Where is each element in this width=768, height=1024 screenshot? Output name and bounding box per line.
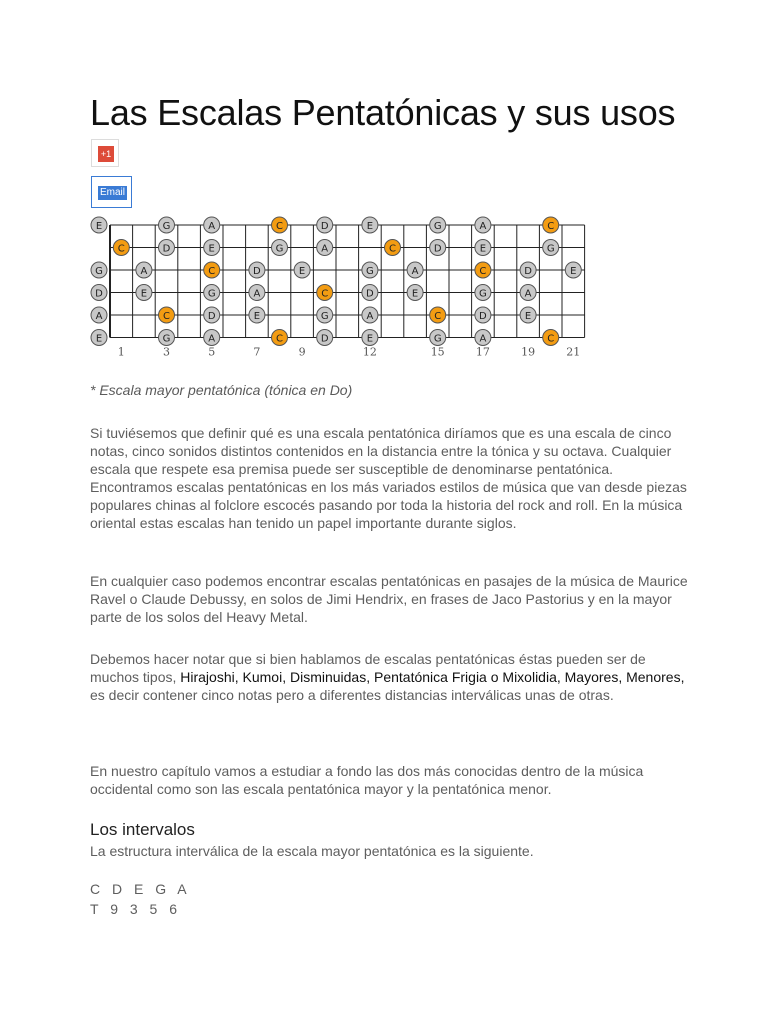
note-label: E: [411, 288, 419, 300]
paragraph-definition: Si tuviésemos que definir qué es una escala pentatónica diríamos que es una escala de cinco notas, cinco sonidos distintos contenidos en la distancia entre la tónica y su octava. Cualquier escala que respete esa premisa puede ser susceptible de denominarse pentatónica. Encontramos escalas pentatónicas en los más variados estilos de música que van desde piezas populares chinas al folclore escocés pasando por toda la historia del rock and roll. En la música oriental estas escalas han tenido un papel importante durante siglos.: [90, 425, 687, 531]
paragraph-types-text-1: Debemos hacer notar que si bien hablamos de escalas pentatónicas éstas pueden ser de muchos tipos,: [90, 651, 646, 685]
note-label: E: [524, 311, 532, 322]
note-label: A: [524, 288, 532, 300]
note-label: E: [95, 221, 103, 232]
note-label: E: [366, 221, 374, 232]
fret-number: 5: [208, 345, 216, 359]
note-label: E: [570, 266, 577, 277]
fret-number: 21: [566, 345, 581, 359]
note-label: C: [479, 266, 487, 277]
note-label: C: [276, 333, 283, 345]
note-label: D: [433, 243, 442, 255]
email-label: Email: [100, 187, 126, 198]
note-label: C: [434, 311, 442, 322]
note-label: C: [389, 243, 396, 255]
paragraph-types: [90, 650, 690, 704]
note-label: A: [479, 333, 487, 345]
email-share-button[interactable]: [91, 176, 132, 208]
note-label: G: [275, 243, 284, 255]
note-label: C: [163, 311, 170, 322]
note-label: E: [479, 243, 487, 255]
plus-one-label: +1: [98, 146, 114, 162]
note-label: G: [162, 333, 171, 345]
note-label: G: [95, 266, 103, 277]
figure-caption: * Escala mayor pentatónica (tónica en Do): [90, 382, 353, 398]
note-label: A: [208, 333, 216, 345]
section-heading-intervals: Los intervalos: [90, 820, 195, 839]
note-label: D: [253, 266, 261, 277]
note-label: G: [479, 288, 487, 300]
note-label: G: [207, 288, 216, 300]
paragraph-types-text-2: es decir contener cinco notas pero a diferentes distancias interválicas unas de otras.: [90, 687, 614, 703]
paragraph-chapter: En nuestro capítulo vamos a estudiar a fondo las dos más conocidas dentro de la música occidental como son las escala pentatónica mayor y la pentatónica menor.: [90, 763, 644, 797]
note-label: E: [366, 333, 374, 345]
note-label: A: [253, 288, 261, 300]
scale-types-link[interactable]: Hirajoshi, Kumoi, Disminuidas, Pentatónica Frigia o Mixolidia, Mayores, Menores,: [180, 669, 685, 685]
note-label: A: [321, 243, 329, 255]
note-label: G: [433, 221, 442, 232]
note-label: E: [208, 243, 215, 255]
note-label: D: [162, 243, 171, 255]
fret-number: 15: [430, 345, 445, 359]
note-label: D: [207, 311, 216, 322]
fret-number: 9: [298, 345, 306, 359]
note-label: C: [321, 288, 329, 300]
note-label: A: [366, 311, 374, 322]
page-title: Las Escalas Pentatónicas y sus usos: [90, 92, 676, 133]
note-label: A: [95, 311, 103, 322]
fretboard-diagram: [88, 212, 588, 367]
note-label: G: [433, 333, 442, 345]
note-label: C: [276, 221, 283, 232]
paragraph-examples: En cualquier caso podemos encontrar escalas pentatónicas en pasajes de la música de Maurice Ravel o Claude Debussy, en solos de Jimi Hendrix, en frases de Jaco Pastorius y en la mayor parte de los solos del Heavy Metal.: [90, 573, 688, 625]
note-label: D: [95, 288, 103, 300]
note-label: C: [547, 333, 555, 345]
fret-number: 12: [362, 345, 377, 359]
fret-number: 3: [163, 345, 170, 359]
note-label: G: [320, 311, 329, 322]
paragraph-structure: La estructura interválica de la escala mayor pentatónica es la siguiente.: [90, 843, 534, 859]
note-label: E: [140, 288, 148, 300]
note-label: D: [479, 311, 487, 322]
note-label: A: [479, 221, 487, 232]
note-label: D: [320, 221, 329, 232]
note-label: A: [411, 266, 419, 277]
note-label: E: [95, 333, 103, 345]
scale-intervals: T 9 3 5 6: [90, 901, 182, 917]
note-label: A: [140, 266, 148, 277]
fret-number: 17: [475, 345, 490, 359]
note-label: C: [547, 221, 555, 232]
note-label: D: [366, 288, 374, 300]
note-label: G: [546, 243, 555, 255]
note-label: C: [117, 243, 125, 255]
fret-number: 7: [253, 345, 261, 359]
note-label: C: [208, 266, 216, 277]
note-label: G: [366, 266, 374, 277]
google-plus-one-button[interactable]: [91, 139, 119, 167]
note-label: D: [320, 333, 329, 345]
note-label: E: [253, 311, 261, 322]
fret-number: 19: [521, 345, 536, 359]
note-label: G: [162, 221, 171, 232]
note-label: D: [524, 266, 532, 277]
note-label: E: [298, 266, 306, 277]
fret-number: 1: [117, 345, 125, 359]
note-label: A: [208, 221, 216, 232]
scale-notes: C D E G A: [90, 881, 191, 897]
